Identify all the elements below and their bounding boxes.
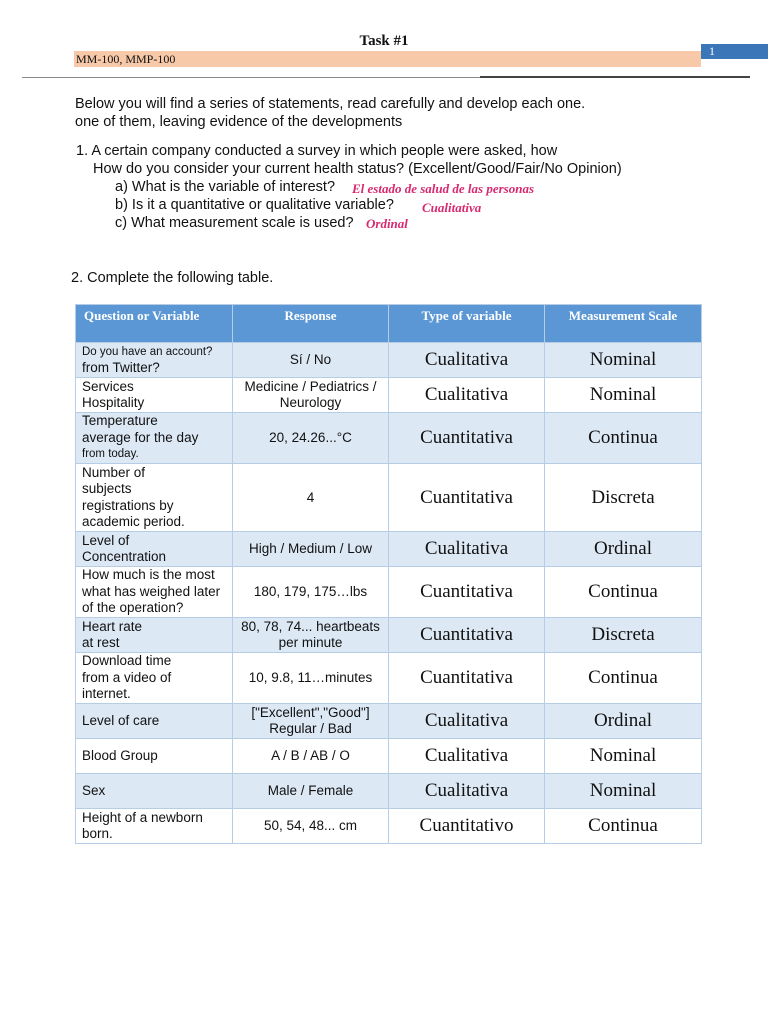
header-type: Type of variable: [389, 305, 545, 343]
type-cell: Cuantitativa: [389, 464, 545, 532]
page-number: 1: [709, 44, 715, 58]
q1-line-1: 1. A certain company conducted a survey in which people were asked, how: [76, 143, 558, 159]
question-line: internet.: [82, 686, 131, 702]
table-row: [76, 653, 702, 704]
page-number-badge: [701, 44, 768, 59]
question-line: academic period.: [82, 514, 185, 529]
variables-table: [75, 304, 702, 844]
question-line: Download time: [82, 653, 172, 669]
question-cell: [76, 653, 233, 704]
type-cell: Cuantitativa: [389, 413, 545, 464]
question-line: Sex: [82, 782, 106, 798]
question-cell: [76, 464, 233, 532]
response-cell: 180, 179, 175…lbs: [233, 567, 389, 618]
scale-cell: Continua: [545, 653, 702, 704]
table-row: [76, 343, 702, 378]
type-cell: Cualitativa: [389, 343, 545, 378]
table-row: [76, 464, 702, 532]
table-row: [76, 532, 702, 567]
question-cell: [76, 532, 233, 567]
question-line: Temperature: [82, 413, 158, 429]
header-divider-accent: [480, 76, 750, 78]
question-line: what has weighed later: [82, 583, 221, 599]
question-cell: [76, 343, 233, 378]
question-line: from Twitter?: [82, 360, 160, 375]
question-cell: [76, 704, 233, 739]
q1-line-2: How do you consider your current health status? (Excellent/Good/Fair/No Opinion): [93, 161, 622, 177]
page-title: Task #1: [359, 33, 409, 49]
q1-c-answer: Ordinal: [366, 216, 408, 231]
response-cell: 20, 24.26...°C: [233, 413, 389, 464]
question-line: average for the day: [82, 429, 199, 445]
q1-c-text: c) What measurement scale is used?: [115, 215, 354, 231]
header-question: Question or Variable: [76, 305, 233, 343]
question-line: Level of: [82, 532, 130, 548]
question-line: from a video of: [82, 669, 172, 685]
scale-cell: Discreta: [545, 464, 702, 532]
question-line: of the operation?: [82, 600, 184, 616]
table-row: [76, 413, 702, 464]
q2-text: 2. Complete the following table.: [71, 270, 274, 286]
scale-cell: Nominal: [545, 343, 702, 378]
q1-a-text: a) What is the variable of interest?: [115, 179, 336, 195]
type-cell: Cualitativa: [389, 704, 545, 739]
q1-b-answer: Cualitativa: [422, 200, 482, 215]
type-cell: Cualitativa: [389, 378, 545, 413]
course-codes: MM-100, MMP-100: [76, 52, 176, 66]
response-cell: ["Excellent","Good"] Regular / Bad: [233, 704, 389, 739]
table-header-row: [76, 305, 702, 343]
question-line: Concentration: [82, 549, 167, 564]
scale-cell: Nominal: [545, 774, 702, 809]
question-line: Level of care: [82, 712, 160, 728]
q1-b-text: b) Is it a quantitative or qualitative variable?: [115, 197, 394, 213]
question-line: registrations by: [82, 497, 174, 513]
scale-cell: Ordinal: [545, 532, 702, 567]
response-cell: 80, 78, 74... heartbeats per minute: [233, 618, 389, 653]
question-line: Heart rate: [82, 618, 143, 634]
question-cell: [76, 739, 233, 774]
scale-cell: Ordinal: [545, 704, 702, 739]
table-row: [76, 809, 702, 844]
course-code-bar: [74, 51, 701, 67]
scale-cell: Continua: [545, 567, 702, 618]
header-response: Response: [233, 305, 389, 343]
response-cell: 10, 9.8, 11…minutes: [233, 653, 389, 704]
table-row: [76, 567, 702, 618]
type-cell: Cualitativa: [389, 774, 545, 809]
type-cell: Cualitativa: [389, 739, 545, 774]
question-line: from today.: [82, 448, 139, 461]
response-cell: 4: [233, 464, 389, 532]
intro-line-1: Below you will find a series of statements, read carefully and develop each one.: [75, 96, 586, 112]
header-scale: Measurement Scale: [545, 305, 702, 343]
question-cell: [76, 413, 233, 464]
table-row: [76, 739, 702, 774]
response-cell: Medicine / Pediatrics / Neurology: [233, 378, 389, 413]
response-cell: Sí / No: [233, 343, 389, 378]
question-cell: [76, 774, 233, 809]
intro-line-2: one of them, leaving evidence of the developments: [75, 114, 403, 130]
question-cell: [76, 618, 233, 653]
question-line: Height of a newborn: [82, 809, 203, 825]
scale-cell: Nominal: [545, 378, 702, 413]
type-cell: Cuantitativo: [389, 809, 545, 844]
table-row: [76, 378, 702, 413]
question-cell: [76, 809, 233, 844]
type-cell: Cuantitativa: [389, 618, 545, 653]
type-cell: Cuantitativa: [389, 653, 545, 704]
scale-cell: Nominal: [545, 739, 702, 774]
response-cell: 50, 54, 48... cm: [233, 809, 389, 844]
table-row: [76, 704, 702, 739]
question-line: subjects: [82, 481, 132, 496]
question-line: How much is the most: [82, 567, 215, 583]
scale-cell: Continua: [545, 809, 702, 844]
response-cell: A / B / AB / O: [233, 739, 389, 774]
question-line: Number of: [82, 464, 146, 480]
table-row: [76, 774, 702, 809]
type-cell: Cualitativa: [389, 532, 545, 567]
question-line: Services: [82, 378, 134, 394]
question-line: Hospitality: [82, 395, 145, 410]
scale-cell: Discreta: [545, 618, 702, 653]
question-cell: [76, 567, 233, 618]
table-row: [76, 618, 702, 653]
response-cell: Male / Female: [233, 774, 389, 809]
response-cell: High / Medium / Low: [233, 532, 389, 567]
q1-a-answer: El estado de salud de las personas: [352, 181, 535, 196]
type-cell: Cuantitativa: [389, 567, 545, 618]
question-cell: [76, 378, 233, 413]
question-line: born.: [82, 826, 113, 841]
question-line: Do you have an account?: [82, 345, 213, 358]
question-line: Blood Group: [82, 747, 158, 763]
scale-cell: Continua: [545, 413, 702, 464]
question-line: at rest: [82, 635, 120, 650]
